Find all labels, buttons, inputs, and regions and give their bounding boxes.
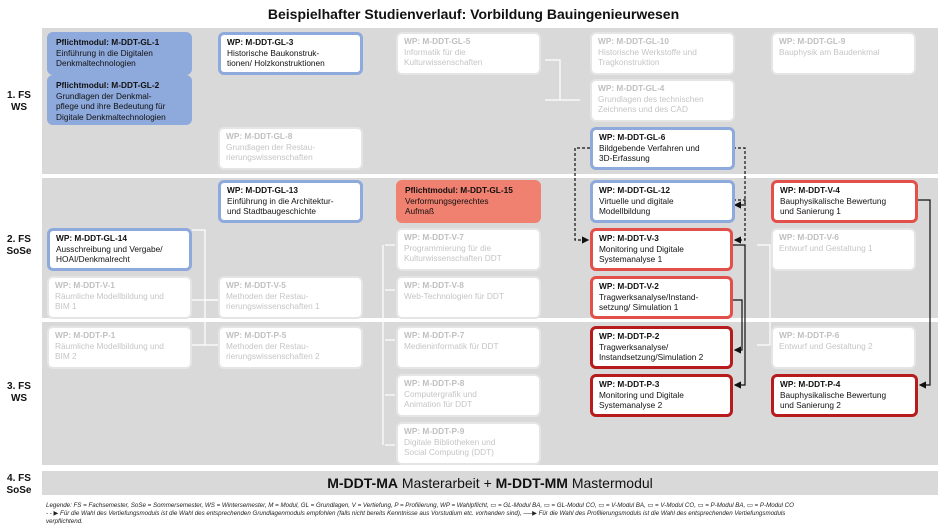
module-gl13-desc: Einführung in die Architektur- und Stadtbaugeschichte — [227, 195, 334, 217]
module-p7[interactable] — [396, 326, 541, 369]
module-p5[interactable] — [218, 326, 363, 369]
module-v6[interactable] — [771, 228, 916, 271]
module-p6-title: WP: M-DDT-P-6 — [779, 330, 840, 340]
module-gl10-desc: Historische Werkstoffe und Tragkonstruktion — [598, 46, 697, 68]
semester-label-fs4: 4. FS SoSe — [6, 473, 32, 496]
module-gl12[interactable] — [590, 180, 735, 223]
module-v6-title: WP: M-DDT-V-6 — [779, 232, 839, 242]
module-v2-desc: Tragwerksanalyse/Instand- setzung/ Simulation 1 — [599, 291, 699, 313]
module-v4-desc: Bauphysikalische Bewertung und Sanierung 1 — [780, 195, 887, 217]
module-gl12-title: WP: M-DDT-GL-12 — [599, 185, 670, 195]
legend-line1: Legende: FS = Fachsemester, SoSe = Sommersemester, WS = Wintersemester, M = Modul, GL = Grundlagen, V = Vertiefung, P = Profilierung, WP = Wahlpflicht, ▭ = GL-Modul BA, ▭ = GL-Modul CO, ▭ = V-Modul BA, ▭ = V-Modul CO, ▭ = P-Modul BA, ▭ = P-Modul CO — [46, 502, 794, 509]
module-p3-title: WP: M-DDT-P-3 — [599, 379, 660, 389]
module-v2[interactable] — [590, 276, 733, 319]
module-gl2-title: Pflichtmodul: M-DDT-GL-2 — [56, 80, 160, 90]
module-v7-desc: Programmierung für die Kulturwissenschaften DDT — [404, 242, 502, 264]
module-gl6-desc: Bildgebende Verfahren und 3D-Erfassung — [599, 142, 700, 164]
module-gl2[interactable] — [47, 75, 192, 125]
module-p3-desc: Monitoring und Digitale Systemanalyse 2 — [599, 389, 684, 411]
module-gl1[interactable] — [47, 32, 192, 75]
module-v3[interactable] — [590, 228, 733, 271]
module-gl14-desc: Ausschreibung und Vergabe/ HOAI/Denkmalrecht — [56, 243, 163, 265]
legend-line3: verpflichtend. — [46, 518, 83, 525]
master-ma-code: M-DDT-MA — [327, 475, 398, 491]
module-p3[interactable] — [590, 374, 733, 417]
module-p4-title: WP: M-DDT-P-4 — [780, 379, 841, 389]
module-p8-desc: Computergrafik und Animation für DDT — [404, 388, 477, 410]
module-v3-title: WP: M-DDT-V-3 — [599, 233, 659, 243]
module-gl6[interactable] — [590, 127, 735, 170]
module-p6[interactable] — [771, 326, 916, 369]
page-title: Beispielhafter Studienverlauf: Vorbildung Bauingenieurwesen — [267, 6, 680, 22]
master-band — [42, 471, 938, 495]
module-gl4-title: WP: M-DDT-GL-4 — [598, 83, 665, 93]
module-gl6-title: WP: M-DDT-GL-6 — [599, 132, 666, 142]
module-p5-desc: Methoden der Restau- rierungswissenschaften 2 — [226, 340, 320, 362]
module-gl12-desc: Virtuelle und digitale Modellbildung — [599, 195, 674, 217]
master-mm-code: M-DDT-MM — [495, 475, 568, 491]
module-v7[interactable] — [396, 228, 541, 271]
module-v1-title: WP: M-DDT-V-1 — [55, 280, 115, 290]
module-gl15[interactable] — [396, 180, 541, 223]
legend-line2: - - ▶ Für die Wahl des Vertiefungsmoduls ist die Wahl des entsprechenden Grundlagenmoduls empfohlen (falls nicht bereits Kenntnisse aus Vorstudium etc. vorhanden sind), ──▶ Für die Wahl des Profilierungsmoduls ist die Wahl des entsprechenden Vertiefungsmoduls — [46, 510, 786, 517]
module-gl13[interactable] — [218, 180, 363, 223]
module-p9-desc: Digitale Bibliotheken und Social Computing (DDT) — [404, 436, 496, 458]
module-v5[interactable] — [218, 276, 363, 319]
module-v7-title: WP: M-DDT-V-7 — [404, 232, 464, 242]
module-p7-desc: Medieninformatik für DDT — [404, 340, 499, 351]
module-gl9-desc: Bauphysik am Baudenkmal — [779, 46, 880, 57]
master-mm-text: Mastermodul — [567, 475, 653, 491]
module-v4[interactable] — [771, 180, 918, 223]
module-gl2-desc: Grundlagen der Denkmal- pflege und ihre Bedeutung für Digitale Denkmaltechnologien — [56, 90, 166, 122]
module-gl10-title: WP: M-DDT-GL-10 — [598, 36, 669, 46]
module-p6-desc: Entwurf und Gestaltung 2 — [779, 340, 873, 351]
module-p1[interactable] — [47, 326, 192, 369]
module-gl5[interactable] — [396, 32, 541, 75]
module-v1[interactable] — [47, 276, 192, 319]
module-p1-desc: Räumliche Modellbildung und BIM 2 — [55, 340, 164, 362]
module-p2-desc: Tragwerksanalyse/ Instandsetzung/Simulation 2 — [599, 341, 704, 363]
module-p9[interactable] — [396, 422, 541, 465]
module-p9-title: WP: M-DDT-P-9 — [404, 426, 465, 436]
module-v1-desc: Räumliche Modellbildung und BIM 1 — [55, 290, 164, 312]
module-gl8-title: WP: M-DDT-GL-8 — [226, 131, 293, 141]
module-gl8-desc: Grundlagen der Restau- rierungswissenschaften — [226, 141, 316, 163]
module-v5-title: WP: M-DDT-V-5 — [226, 280, 286, 290]
module-gl5-desc: Informatik für die Kulturwissenschaften — [404, 46, 483, 68]
module-gl14[interactable] — [47, 228, 192, 271]
module-p4[interactable] — [771, 374, 918, 417]
module-v8-desc: Web-Technologien für DDT — [404, 290, 504, 301]
module-p8-title: WP: M-DDT-P-8 — [404, 378, 465, 388]
module-p2-title: WP: M-DDT-P-2 — [599, 331, 660, 341]
module-gl3-title: WP: M-DDT-GL-3 — [227, 37, 294, 47]
module-p8[interactable] — [396, 374, 541, 417]
module-gl8[interactable] — [218, 127, 363, 170]
module-v6-desc: Entwurf und Gestaltung 1 — [779, 242, 873, 253]
module-gl15-title: Pflichtmodul: M-DDT-GL-15 — [405, 185, 513, 195]
module-v5-desc: Methoden der Restau- rierungswissenschaften 1 — [226, 290, 320, 312]
module-p2[interactable] — [590, 326, 733, 369]
module-gl1-desc: Einführung in die Digitalen Denkmaltechnologien — [56, 47, 153, 69]
master-ma-text: Masterarbeit + — [397, 475, 496, 491]
module-gl4-desc: Grundlagen des technischen Zeichnens und des CAD — [598, 93, 704, 115]
module-v8-title: WP: M-DDT-V-8 — [404, 280, 464, 290]
module-gl9-title: WP: M-DDT-GL-9 — [779, 36, 846, 46]
legend — [46, 502, 936, 526]
semester-label-fs1: 1. FS WS — [7, 90, 31, 113]
module-gl9[interactable] — [771, 32, 916, 75]
module-v4-title: WP: M-DDT-V-4 — [780, 185, 840, 195]
module-v3-desc: Monitoring und Digitale Systemanalyse 1 — [599, 243, 684, 265]
module-gl15-desc: Verformungsgerechtes Aufmaß — [405, 195, 489, 217]
module-gl1-title: Pflichtmodul: M-DDT-GL-1 — [56, 37, 160, 47]
module-gl3[interactable] — [218, 32, 363, 75]
module-gl3-desc: Historische Baukonstruk- tionen/ Holzkonstruktionen — [227, 47, 325, 69]
module-p7-title: WP: M-DDT-P-7 — [404, 330, 465, 340]
module-v2-title: WP: M-DDT-V-2 — [599, 281, 659, 291]
module-gl13-title: WP: M-DDT-GL-13 — [227, 185, 298, 195]
module-p5-title: WP: M-DDT-P-5 — [226, 330, 287, 340]
module-p1-title: WP: M-DDT-P-1 — [55, 330, 116, 340]
module-gl14-title: WP: M-DDT-GL-14 — [56, 233, 127, 243]
module-gl5-title: WP: M-DDT-GL-5 — [404, 36, 471, 46]
semester-label-fs2: 2. FS SoSe — [6, 234, 32, 257]
semester-label-fs3: 3. FS WS — [7, 381, 31, 404]
module-v8[interactable] — [396, 276, 541, 319]
module-p4-desc: Bauphysikalische Bewertung und Sanierung 2 — [780, 389, 887, 411]
module-gl10[interactable] — [590, 32, 735, 75]
module-gl4[interactable] — [590, 79, 735, 122]
